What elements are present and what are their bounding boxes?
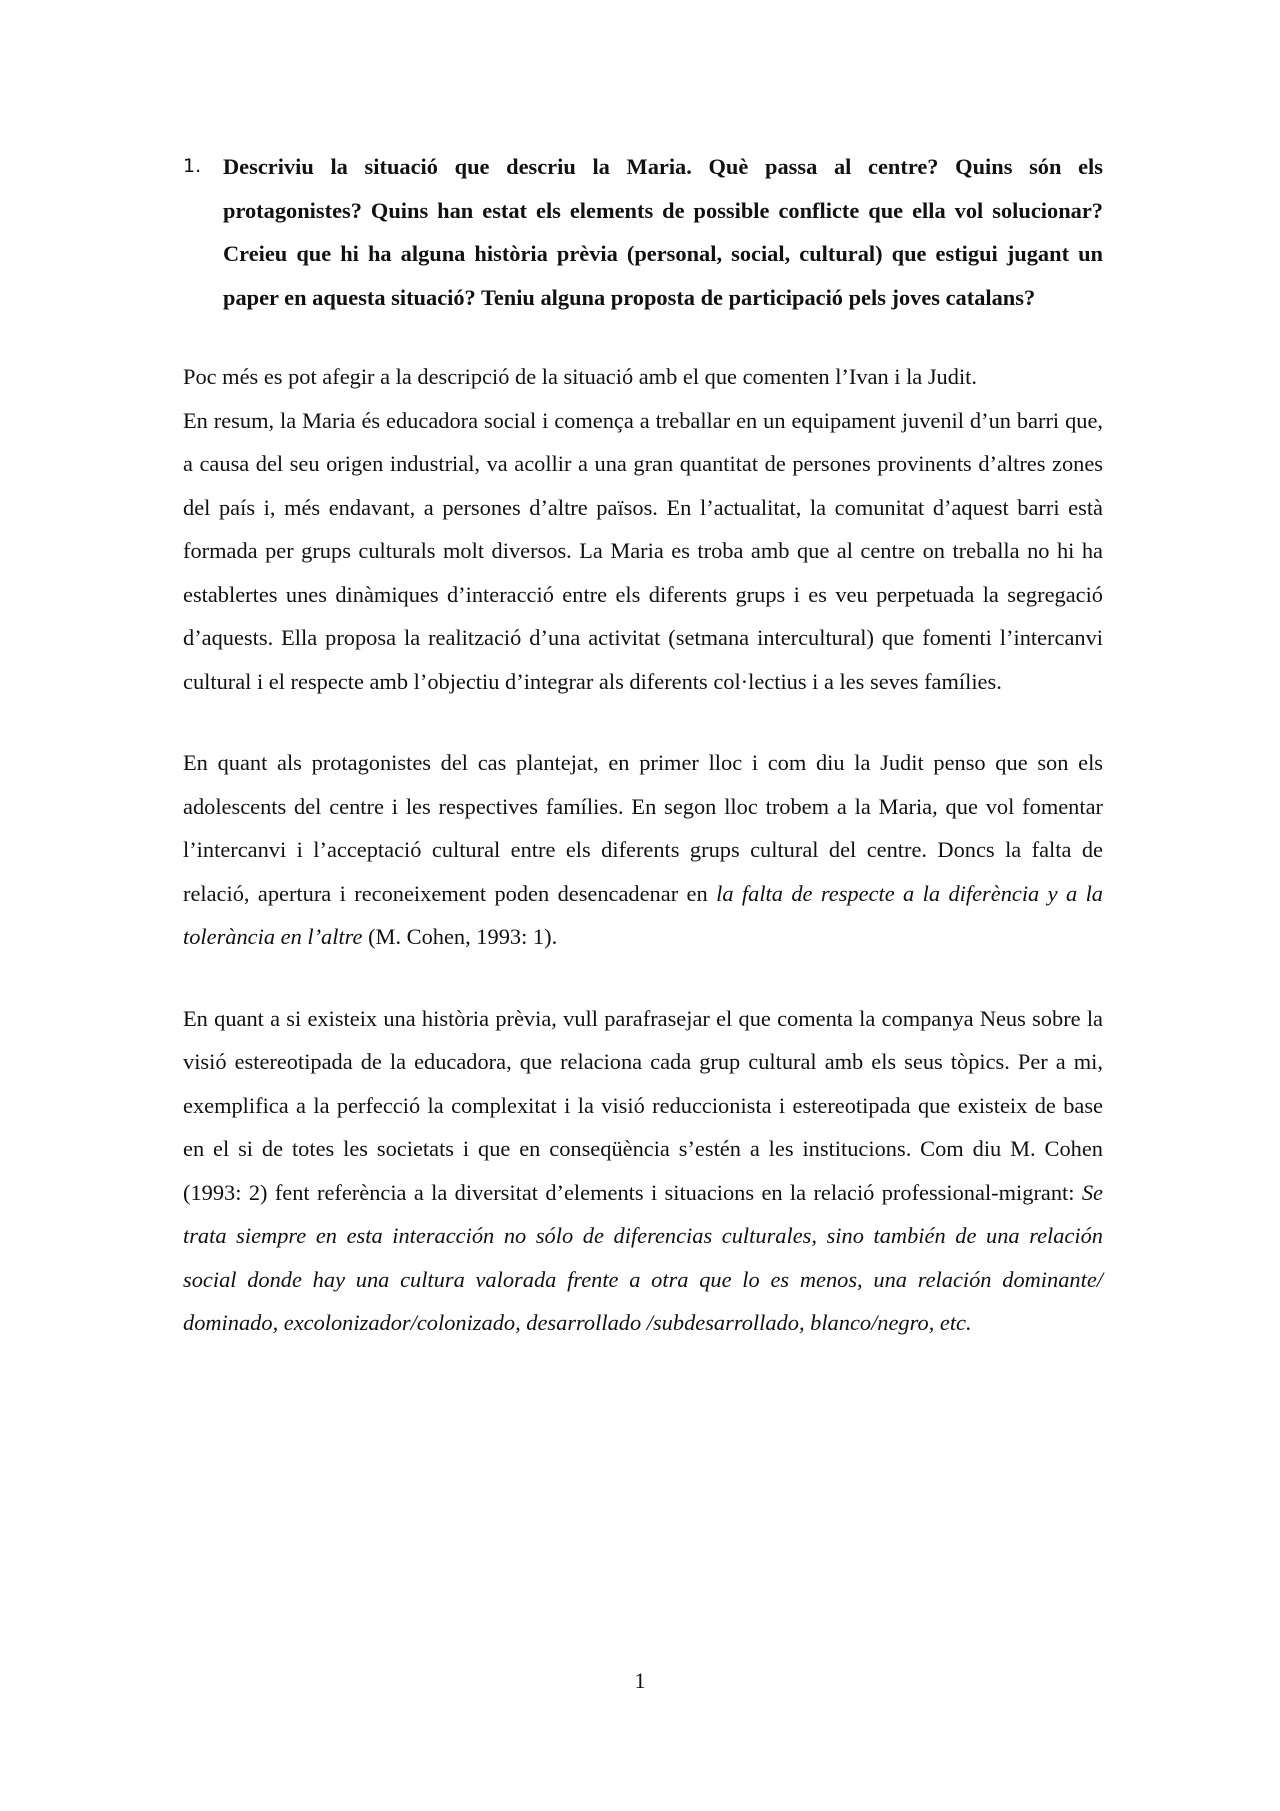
document-body (183, 145, 1103, 1345)
paragraph-protagonists (183, 741, 1103, 959)
question-text: Descriviu la situació que descriu la Maria. Què passa al centre? Quins són els protagonistes? Quins han estat els elements de possible conflicte que ella vol solucionar? Creieu que hi ha alguna història prèvia (personal, social, cultural) que estigui jugant un paper en aquesta situació? Teniu alguna proposta de participació pels joves catalans? (223, 154, 1103, 310)
cohen-quote-2: Se trata siempre en esta interacción no sólo de diferencias culturales, sino también de una relación social donde hay una cultura valorada frente a otra que lo es menos, una relación dominante/ dominado, excolonizador/colonizado, desarrollado /subdesarrollado, blanco/negro, etc. (183, 1179, 1103, 1335)
paragraph-history-text: En quant a si existeix una història prèvia, vull parafrasejar el que comenta la companya Neus sobre la visió estereotipada de la educadora, que relaciona cada grup cultural amb els seus tòpics. Per a mi, exemplifica a la perfecció la complexitat i la visió reduccionista i estereotipada que existeix de base en el si de totes les societats i que en conseqüència s’estén a les institucions. Com diu M. Cohen (1993: 2) fent referència a la diversitat d’elements i situacions en la relació professional-migrant: (183, 1005, 1103, 1205)
paragraph-summary: En resum, la Maria és educadora social i comença a treballar en un equipament juvenil d’un barri que, a causa del seu origen industrial, va acollir a una gran quantitat de persones provinents d’altres zones del país i, més endavant, a persones d’altre països. En l’actualitat, la comunitat d’aquest barri està formada per grups culturals molt diversos. La Maria es troba amb que al centre on treballa no hi ha establertes unes dinàmiques d’interacció entre els diferents grups i es veu perpetuada la segregació d’aquests. Ella proposa la realització d’una activitat (setmana intercultural) que fomenti l’intercanvi cultural i el respecte amb l’objectiu d’integrar als diferents col·lectius i a les seves famílies. (183, 407, 1103, 694)
citation-1: (M. Cohen, 1993: 1). (362, 924, 558, 949)
paragraph-history (183, 997, 1103, 1345)
page-number: 1 (634, 1668, 646, 1693)
cohen-quote-1: la falta de respecte a la diferència y a la tolerància en l’altre (183, 880, 1104, 949)
paragraph-intro: Poc més es pot afegir a la descripció de la situació amb el que comenten l’Ivan i la Judit. (183, 364, 977, 389)
paragraph-gap (183, 703, 1103, 741)
question-number: 1. (183, 155, 202, 177)
paragraph-protagonists-text: En quant als protagonistes del cas plantejat, en primer lloc i com diu la Judit penso que son els adolescents del centre i les respectives famílies. En segon lloc trobem a la Maria, que vol fomentar l’intercanvi i l’acceptació cultural entre els diferents grups cultural del centre. Doncs la falta de relació, apertura i reconeixement poden desencadenar en (183, 750, 1103, 906)
paragraph-gap (183, 959, 1103, 997)
question-item (183, 145, 1103, 319)
